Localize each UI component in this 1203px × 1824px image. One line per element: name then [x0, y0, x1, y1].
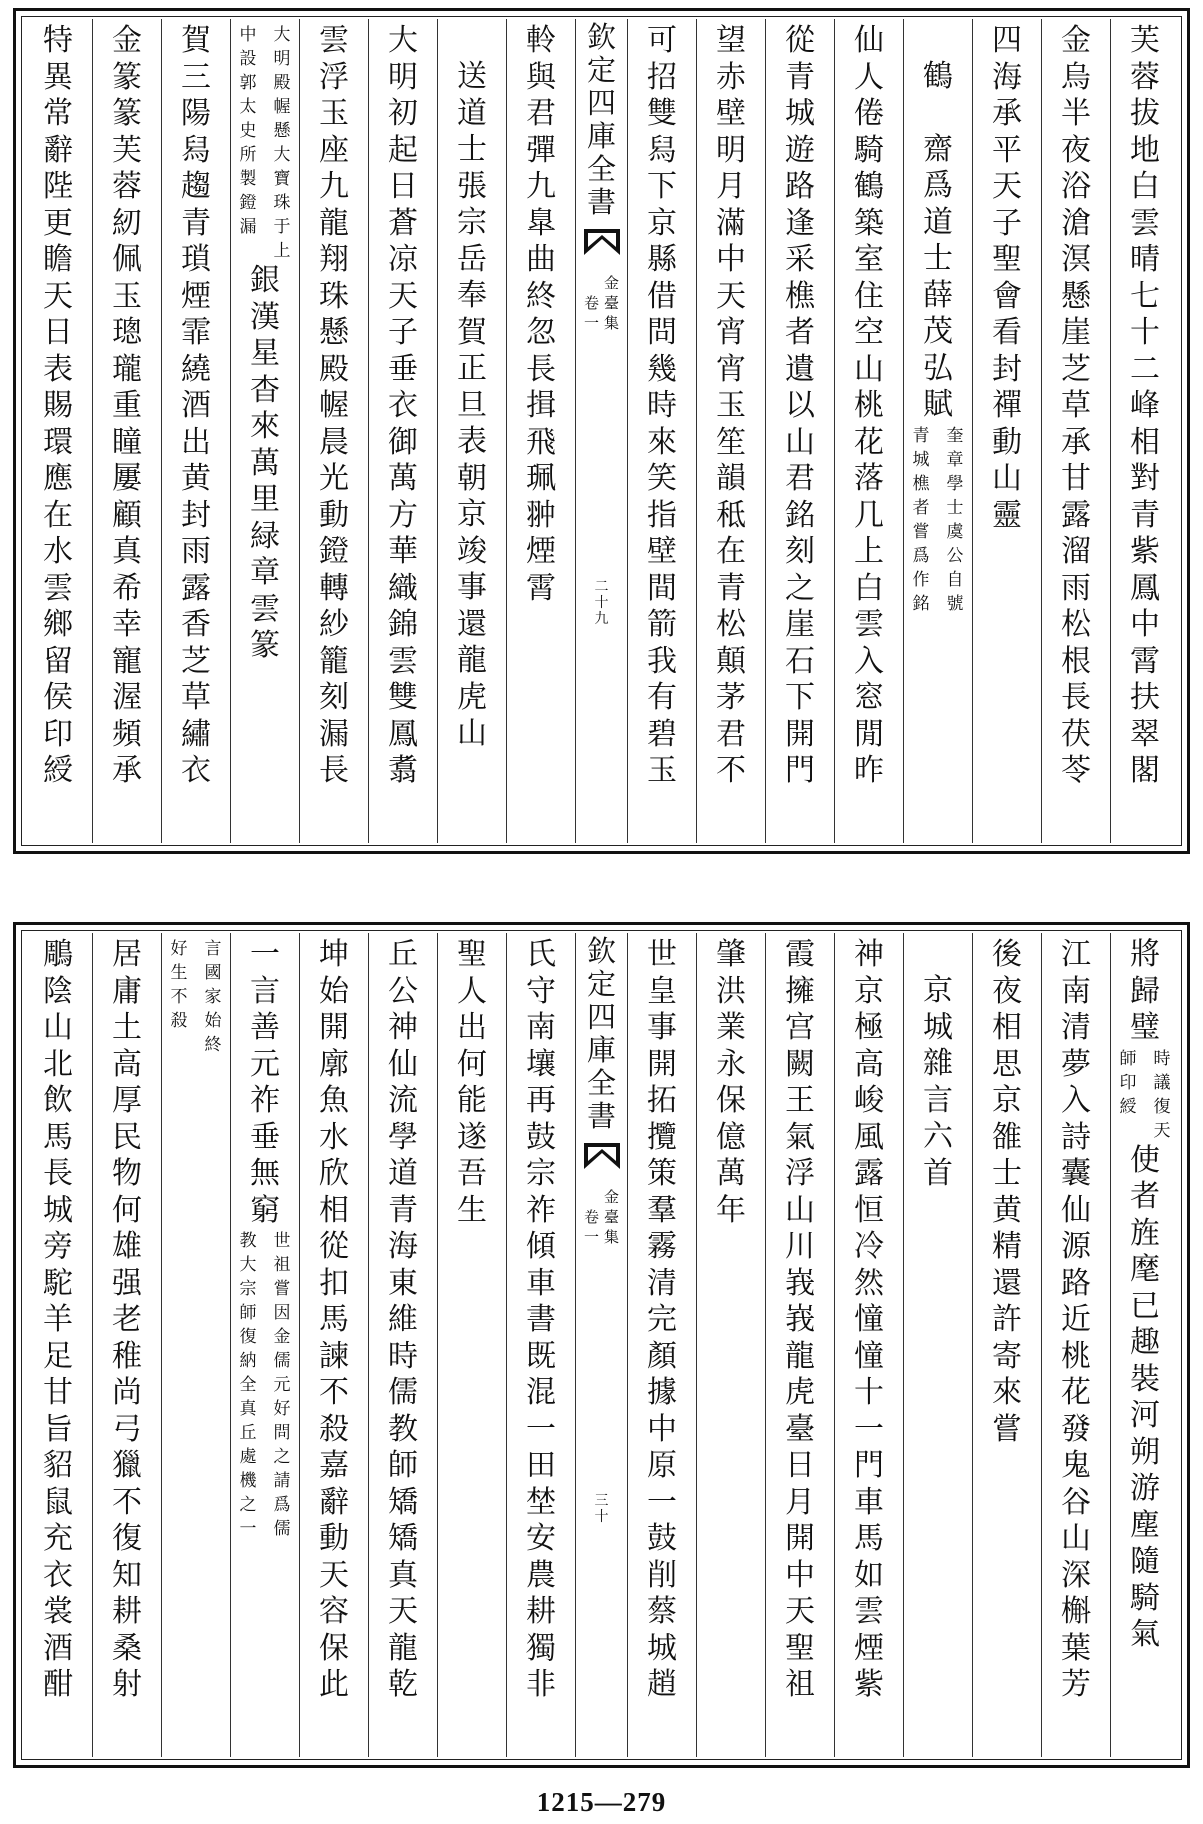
annotation-note: 世 祖 嘗 因 金 儒 元 好 問 之 請 爲 儒 教 大 宗 師 復 納 全 真 丘 處 機 之 一 [239, 1231, 291, 1539]
text-column: 居 庸 土 高 厚 民 物 何 雄 强 老 稚 尚 弓 獵 不 復 知 耕 桑 射 [92, 933, 161, 1757]
text-column: 大 明 殿 幄 懸 大 寶 珠 于 上 中 設 郭 太 史 所 製 鐙 漏 銀 漢 星 杳 來 萬 里 緑 章 雲 篆 [230, 19, 299, 843]
text-column: 賀 三 陽 舄 趨 青 瑣 煙 霏 繞 酒 出 黄 封 雨 露 香 芝 草 繡 衣 [161, 19, 230, 843]
text-column: 芙 蓉 拔 地 白 雲 晴 七 十 二 峰 相 對 青 紫 鳳 中 霄 扶 翠 閣 [1110, 19, 1179, 843]
text-column: 江 南 清 夢 入 詩 囊 仙 源 路 近 桃 花 發 鬼 谷 山 深 槲 葉 芳 [1041, 933, 1110, 1757]
text-column: 大 明 初 起 日 蒼 凉 天 子 垂 衣 御 萬 方 華 織 錦 雲 雙 鳳 翥 [368, 19, 437, 843]
text-column: 送 道 士 張 宗 岳 奉 賀 正 旦 表 朝 京 竣 事 還 龍 虎 山 [437, 19, 506, 843]
text-column: 世 皇 事 開 拓 攬 策 羣 霧 清 完 顏 據 中 原 一 鼓 削 蔡 城 趙 [627, 933, 696, 1757]
page-footer-number: 1215—279 [536, 1787, 667, 1817]
text-columns-bottom [24, 933, 1179, 1757]
annotation-note: 時 議 復 天 師 印 綬 [1119, 1048, 1171, 1141]
text-column: 金 篆 篆 芙 蓉 紉 佩 玉 璁 瓏 重 瞳 屢 顧 真 希 幸 寵 渥 頻 承 [92, 19, 161, 843]
page-bottom [13, 922, 1190, 1768]
margin-title: 欽 定 四 庫 全 書 [586, 934, 616, 1133]
text-column: 鶴 齋 爲 道 士 薛 茂 弘 賦 奎 章 學 士 虞 公 自 號 青 城 樵 者 嘗 爲 作 銘 [903, 19, 972, 843]
text-column: 氏 守 南 壤 再 鼓 宗 祚 傾 車 書 既 混 一 田 埜 安 農 耕 獨 非 [506, 933, 575, 1757]
margin-book-volume: 金 臺 集 卷 一 [583, 274, 619, 332]
page-top [13, 8, 1190, 854]
text-column: 將 歸 璧 時 議 復 天 師 印 綬 使 者 旌 麾 已 趣 裝 河 朔 游 塵 隨 騎 氣 [1110, 933, 1179, 1757]
margin-page-number: 二 十 九 [594, 579, 609, 627]
text-column: 丘 公 神 仙 流 學 道 青 海 東 維 時 儒 教 師 矯 矯 真 天 龍 乾 [368, 933, 437, 1757]
text-columns-top [24, 19, 1179, 843]
margin-book-volume: 金 臺 集 卷 一 [583, 1188, 619, 1246]
fishtail-mark-icon [582, 1139, 622, 1179]
annotation-note: 奎 章 學 士 虞 公 自 號 青 城 樵 者 嘗 爲 作 銘 [912, 425, 964, 614]
text-column: 聖 人 出 何 能 遂 吾 生 [437, 933, 506, 1757]
text-column: 雲 浮 玉 座 九 龍 翔 珠 懸 殿 幄 晨 光 動 鐙 轉 紗 籠 刻 漏 長 [299, 19, 368, 843]
margin-title: 欽 定 四 庫 全 書 [586, 20, 616, 219]
text-column: 鵰 陰 山 北 飲 馬 長 城 旁 駝 羊 足 甘 旨 貂 鼠 充 衣 裳 酒 酣 [43, 937, 73, 1702]
text-column: 霞 擁 宫 闕 王 氣 浮 山 川 峩 峩 龍 虎 臺 日 月 開 中 天 聖 祖 [765, 933, 834, 1757]
fold-margin [575, 933, 627, 1757]
fold-margin [575, 19, 627, 843]
text-column: 坤 始 開 廓 魚 水 欣 相 從 扣 馬 諫 不 殺 嘉 辭 動 天 容 保 此 [299, 933, 368, 1757]
text-column: 望 赤 壁 明 月 滿 中 天 宵 宵 玉 笙 韻 秪 在 青 松 顛 茅 君 不 [696, 19, 765, 843]
text-column: 軨 與 君 彈 九 臯 曲 終 忽 長 揖 飛 珮 翀 煙 霄 [506, 19, 575, 843]
text-column: 京 城 雜 言 六 首 [903, 933, 972, 1757]
text-column: 一 言 善 元 祚 垂 無 窮 世 祖 嘗 因 金 儒 元 好 問 之 請 爲 儒 教 大 宗 師 復 納 全 真 丘 處 機 之 一 [230, 933, 299, 1757]
text-column: 神 京 極 高 峻 風 露 恒 冷 然 憧 憧 十 一 門 車 馬 如 雲 煙 紫 [834, 933, 903, 1757]
text-column [161, 933, 230, 1757]
text-column: 後 夜 相 思 京 雒 士 黄 精 還 許 寄 來 嘗 [972, 933, 1041, 1757]
fishtail-mark-icon [582, 225, 622, 265]
text-column: 肇 洪 業 永 保 億 萬 年 [696, 933, 765, 1757]
margin-page-number: 三 十 [594, 1493, 609, 1525]
text-column: 四 海 承 平 天 子 聖 會 看 封 禪 動 山 靈 [972, 19, 1041, 843]
text-column: 可 招 雙 舄 下 京 縣 借 問 幾 時 來 笑 指 壁 間 箭 我 有 碧 玉 [627, 19, 696, 843]
text-column: 從 青 城 遊 路 逢 采 樵 者 遺 以 山 君 銘 刻 之 崖 石 下 開 門 [765, 19, 834, 843]
annotation-note: 言 國 家 始 終 好 生 不 殺 [170, 939, 222, 1055]
text-column: 特 異 常 辭 陛 更 瞻 天 日 表 賜 環 應 在 水 雲 鄉 留 侯 印 綬 [43, 23, 73, 788]
annotation-note: 大 明 殿 幄 懸 大 寶 珠 于 上 中 設 郭 太 史 所 製 鐙 漏 [239, 25, 291, 261]
text-column: 金 烏 半 夜 浴 滄 溟 懸 崖 芝 草 承 甘 露 溜 雨 松 根 長 茯 苓 [1041, 19, 1110, 843]
text-column: 仙 人 倦 騎 鶴 築 室 住 空 山 桃 花 落 几 上 白 雲 入 窓 閒 昨 [834, 19, 903, 843]
